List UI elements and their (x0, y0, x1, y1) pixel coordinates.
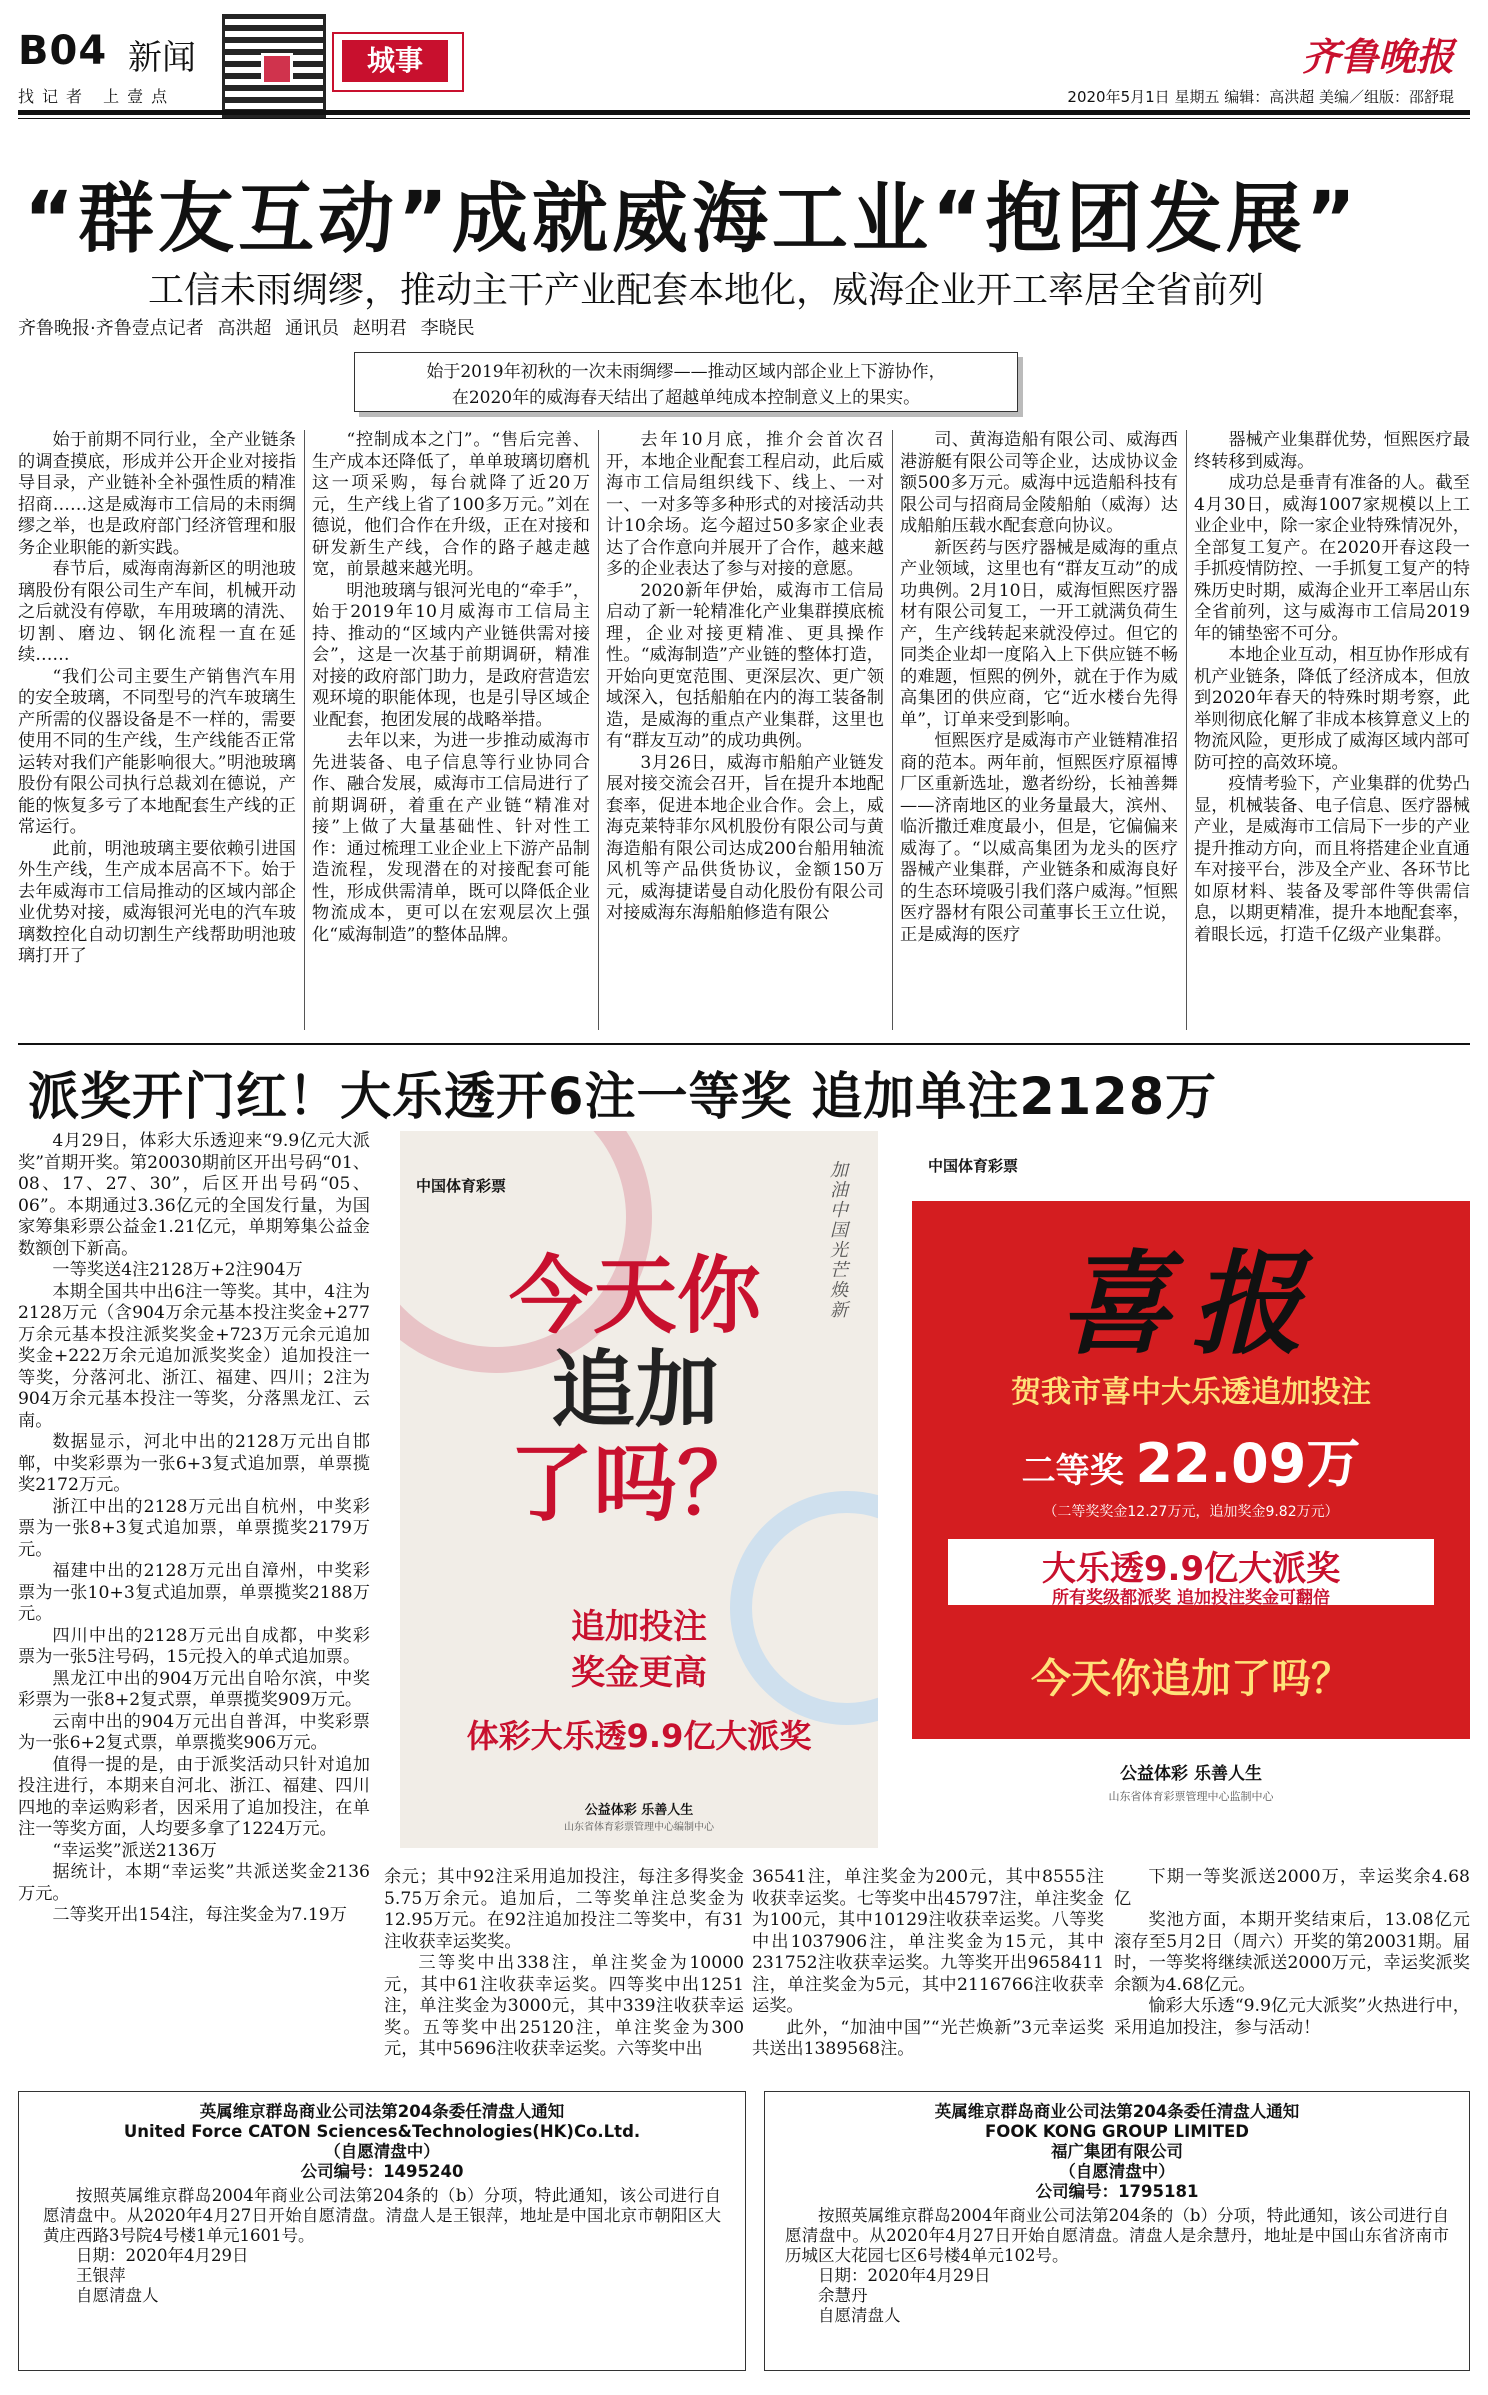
notice-company-cn: 福广集团有限公司 (1051, 2142, 1183, 2161)
paragraph: 据统计，本期“幸运奖”共派送奖金2136万元。 (18, 1862, 370, 1904)
prize-value: 22.09万 (1135, 1432, 1361, 1495)
summary-line: 在2020年的威海春天结出了超越单纯成本控制意义上的果实。 (451, 388, 921, 408)
article1-column (18, 430, 296, 1036)
article2-column (1114, 1867, 1470, 2077)
ad-side-text: 加油中国 光芒焕新 (830, 1160, 848, 1321)
column-divider (304, 430, 305, 1030)
subheading: 下期一等奖派送2000万，幸运奖余4.68亿 (1114, 1867, 1470, 1909)
header-rule (18, 110, 1470, 115)
notice-status: （自愿清盘中） (1059, 2162, 1175, 2181)
paragraph: 春节后，威海南海新区的明池玻璃股份有限公司生产车间，机械开动之后就没有停歇，车用玻璃的清洗、切割、磨边、钢化流程一直在延续…… (18, 559, 296, 665)
issue-meta: 2020年5月1日 星期五 编辑：高洪超 美编／组版：邵舒琨 (1067, 88, 1454, 106)
ad-prize (912, 1421, 1470, 1498)
ad-sub-1: 追加投注 (571, 1607, 707, 1647)
header-rule-thin (18, 118, 1470, 119)
article1-column (606, 430, 884, 1036)
paragraph: 新医药与医疗器械是威海的重点产业领域，这里也有“群友互动”的成功典例。2月10日，威海恒熙医疗器材有限公司复工，一开工就满负荷生产，生产线转起来就没停过。但它的同类企业却一度陷入上下供应链不畅的难题，恒熙的例外，就在于作为威高集团的供应商，它“近水楼台先得单”，订单来受到影响。 (900, 537, 1178, 730)
column-divider (1186, 430, 1187, 1030)
paragraph: 2020新年伊始，威海市工信局启动了新一轮精准化产业集群摸底梳理，企业对接更精准、更具操作性。“威海制造”产业链的整体打造，开始向更宽范围、更深层次、更广领域深入，包括船舶在内的海工装备制造，是威海的重点产业集群，这里也有“群友互动”的成功典例。 (606, 580, 884, 751)
article2-column (752, 1867, 1104, 2077)
column-divider (892, 430, 893, 1030)
paragraph: 4月29日，体彩大乐透迎来“9.9亿元大派奖”首期开奖。第20030期前区开出号码“01、08、17、27、30”，后区开出号码“05、06”。本期通过3.36亿元的全国发行量，为国家筹集彩票公益金1.21亿元，单期筹集公益金数额创下新高。 (18, 1131, 370, 1259)
paragraph: 成功总是垂青有准备的人。截至4月30日，威海1007家规模以上工业企业中，除一家企业特殊情况外，全部复工复产。在2020开春这段一手抓疫情防控、一手抓复工复产的特殊历史时期，威海企业开工率居山东全省前列，这与威海市工信局2019年的铺垫密不可分。 (1194, 473, 1470, 644)
campaign-sub: 所有奖级都派奖 追加投注奖金可翻倍 (1052, 1588, 1330, 1608)
newspaper-logo: 齐鲁晚报 (1301, 34, 1454, 79)
paragraph: 四川中出的2128万元出自成都，中奖彩票为一张5注号码，15元投入的单式追加票。 (18, 1625, 370, 1667)
lead-summary-box (354, 352, 1018, 412)
lottery-ad-right[interactable] (912, 1131, 1470, 1848)
lottery-ad-left[interactable] (400, 1131, 878, 1848)
slogan-line: 了吗？ (508, 1435, 761, 1533)
ad-banner: 体彩大乐透9.9亿大派奖 (466, 1717, 812, 1755)
ad-bottom-band (912, 1739, 1470, 1848)
paragraph: 福建中出的2128万元出自漳州，中奖彩票为一张10+3复式追加票，单票揽奖2188万元。 (18, 1561, 370, 1624)
article2-column (384, 1867, 744, 2077)
paragraph: 云南中出的904万元出自普洱，中奖彩票为一张6+2复式票，单票揽奖906万元。 (18, 1711, 370, 1753)
paragraph: 余元；其中92注采用追加投注，每注多得奖金5.75万余元。追加后，二等奖单注总奖金为12.95万元。在92注追加投注二等奖中，有31注收获幸运奖奖。 (384, 1867, 744, 1952)
notice-signer: 余慧丹 (818, 2286, 868, 2305)
ad-slogan: 公益体彩 乐善人生 (1120, 1764, 1262, 1784)
paragraph: 此前，明池玻璃主要依赖引进国外生产线，生产成本居高不下。始于去年威海市工信局推动的区域内部企业优势对接，威海银河光电的汽车玻璃数控化自动切割生产线帮助明池玻璃打开了 (18, 838, 296, 966)
article1-column (1194, 430, 1470, 1036)
paragraph: 去年10月底，推介会首次召开，本地企业配套工程启动，此后威海市工信局组织线下、线上、一对一、一对多等多种形式的对接活动共计10余场。迄今超过50多家企业表达了合作意向并展开了合作，越来越多的企业表达了参与对接的意愿。 (606, 430, 884, 579)
paragraph: “控制成本之门”。“售后完善、生产成本还降低了，单单玻璃切磨机这一项采购，每台就降了近20万元，生产线上省了100多万元。”刘在德说，他们合作在升级，正在对接和研发新生产线，合作的路子越走越宽，前景越来越光明。 (312, 430, 590, 579)
paragraph: 司、黄海造船有限公司、威海西港游艇有限公司等企业，达成协议金额500多万元。威海中远造船科技有限公司与招商局金陵船舶（威海）达成船舶压载水配套意向协议。 (900, 430, 1178, 536)
ad-issuer: 山东省体育彩票管理中心监制中心 (1108, 1790, 1274, 1803)
sub-headline: 工信未雨绸缪，推动主干产业配套本地化，威海企业开工率居全省前列 (148, 270, 1265, 311)
slogan-line: 今天你 (508, 1247, 761, 1345)
notice-date: 日期：2020年4月29日 (76, 2246, 249, 2265)
paragraph: 三等奖中出338注，单注奖金为10000元，其中61注收获幸运奖。四等奖中出1251注，单注奖金为3000元，其中339注收获幸运奖。五等奖中出25120注，单注奖金为300元，其中5696注收获幸运奖。六等奖中出 (384, 1953, 744, 2059)
notice-body: 按照英属维京群岛2004年商业公司法第204条的（b）分项，特此通知，该公司进行自愿清盘中。从2020年4月27日开始自愿清盘。清盘人是余慧丹，地址是中国山东省济南市历城区大花园七区6号楼4单元102号。 (785, 2206, 1449, 2265)
paragraph: 3月26日，威海市船舶产业链发展对接交流会召开，旨在提升本地配套率，促进本地企业合作。会上，威海克莱特菲尔风机股份有限公司与黄海造船有限公司达成200台船用轴流风机等产品供货协议，金额150万元，威海捷诺曼自动化股份有限公司对接威海东海船舶修造有限公 (606, 752, 884, 923)
qr-badge (261, 53, 293, 85)
paragraph: 奖池方面，本期开奖结束后，13.08亿元滚存至5月2日（周六）开奖的第20031期。届时，一等奖将继续派送2000万元，幸运奖派奖余额为4.68亿元。 (1114, 1910, 1470, 1995)
paragraph: 愉彩大乐透“9.9亿元大派奖”火热进行中，采用追加投注，参与活动！ (1114, 1996, 1470, 2038)
notice-role: 自愿清盘人 (76, 2286, 159, 2305)
ad-sub-2: 奖金更高 (571, 1653, 707, 1693)
notice-title: 英属维京群岛商业公司法第204条委任清盘人通知 (199, 2102, 565, 2121)
paragraph: 一等奖送4注2128万+2注904万 (52, 1260, 303, 1280)
paragraph: 浙江中出的2128万元出自杭州，中奖彩票为一张8+3复式追加票，单票揽奖2179万元。 (18, 1496, 370, 1560)
paragraph: “幸运奖”派送2136万 (52, 1840, 217, 1861)
header-slogan: 找记者 上壹点 (18, 87, 176, 106)
paragraph: “我们公司主要生产销售汽车用的安全玻璃，不同型号的汽车玻璃生产所需的仪器设备是不一样的，需要使用不同的生产线，生产线能否正常运转对我们产能影响很大。”明池玻璃股份有限公司执行总裁刘在德说，产能的恢复多亏了本地配套生产线的正常运行。 (18, 666, 296, 837)
ad-issuer: 山东省体育彩票管理中心编制中心 (564, 1822, 714, 1833)
article1-column (900, 430, 1178, 1036)
headline: “群友互动”成就威海工业“抱团发展” (24, 174, 1360, 263)
paragraph: 数据显示，河北中出的2128万元出自邯郸，中奖彩票为一张6+3复式追加票，单票揽奖2172万元。 (18, 1432, 370, 1495)
notice-body: 按照英属维京群岛2004年商业公司法第204条的（b）分项，特此通知，该公司进行自愿清盘中。从2020年4月27日开始自愿清盘。清盘人是王银萍，地址是中国北京市朝阳区大黄庄西路3号院4号楼1单元1601号。 (43, 2186, 721, 2245)
notice-number: 公司编号：1495240 (300, 2162, 464, 2181)
page-number: B04 (18, 28, 108, 74)
ad-big-slogan (460, 1249, 810, 1531)
notice-company: FOOK KONG GROUP LIMITED (985, 2122, 1249, 2141)
paragraph: 明池玻璃与银河光电的“牵手”，始于2019年10月威海市工信局主持、推动的“区域内产业链供需对接会”，这是一次基于前期调研，精准对接的政府部门助力，是政府营造宏观环境的职能体现，也是引导区域企业配套，抱团发展的战略举措。 (312, 580, 590, 730)
section-rule (18, 1043, 1470, 1045)
notice-title: 英属维京群岛商业公司法第204条委任清盘人通知 (934, 2102, 1300, 2121)
paragraph: 本期全国共中出6注一等奖。其中，4注为2128万元（含904万余元基本投注奖金+277万余元基本投注派奖奖金+723万元余元追加奖金+222万余元追加派奖奖金）追加投注一等奖，分落河北、浙江、福建、四川；2注为904万余元基本投注一等奖，分落黑龙江、云南。 (18, 1281, 370, 1431)
paragraph: 二等奖开出154注，每注奖金为7.19万 (52, 1905, 347, 1925)
summary-line: 始于2019年初秋的一次未雨绸缪——推动区域内部企业上下游协作， (426, 362, 946, 382)
byline: 齐鲁晚报·齐鲁壹点记者 高洪超 通讯员 赵明君 李晓民 (18, 318, 475, 339)
paragraph: 值得一提的是，由于派奖活动只针对追加投注进行，本期来自河北、浙江、福建、四川四地的幸运购彩者，因采用了追加投注，在单注一等奖方面，人均要多拿了1224万元。 (18, 1754, 370, 1839)
paragraph: 去年以来，为进一步推动威海市先进装备、电子信息等行业协同合作、融合发展，威海市工信局进行了前期调研，着重在产业链“精准对接”上做了大量基础性、针对性工作：通过梳理工业企业上下游产品制造流程，发现潜在的对接配套可能性，形成供需清单，既可以降低企业物流成本，更可以在宏观层次上强化“威海制造”的整体品牌。 (312, 731, 590, 945)
paragraph: 始于前期不同行业，全产业链条的调查摸底，形成并公开企业对接指导目录，产业链补全补强性质的精准招商……这是威海市工信局的未雨绸缪之举，也是政府部门经济管理和服务企业职能的新实践。 (18, 430, 296, 558)
campaign-title: 大乐透9.9亿大派奖 (1041, 1549, 1341, 1589)
ad-line1: 贺我市喜中大乐透追加投注 (1011, 1375, 1371, 1410)
notice-signer: 王银萍 (76, 2266, 126, 2285)
column-tag: 城事 (342, 40, 448, 82)
prize-detail: （二等奖奖金12.27万元，追加奖金9.82万元） (1043, 1504, 1339, 1520)
paragraph: 36541注，单注奖金为200元，其中8555注收获幸运奖。七等奖中出45797注，单注奖金为100元，其中10129注收获幸运奖。八等奖中出1037906注，单注奖金为15元，其中231752注收获幸运奖。九等奖开出9658411注，单注奖金为5元，其中2116766注收获幸运奖。 (752, 1867, 1104, 2016)
notice-status: （自愿清盘中） (324, 2142, 440, 2161)
section-name: 新闻 (128, 38, 196, 78)
notice-date: 日期：2020年4月29日 (818, 2266, 991, 2285)
liquidation-notice (18, 2091, 746, 2371)
article2-column (18, 1131, 370, 2075)
ad-headline: 喜报 (1059, 1239, 1323, 1370)
notice-company: United Force CATON Sciences&Technologies(HK)Co.Ltd. (123, 2122, 641, 2141)
notice-role: 自愿清盘人 (818, 2306, 901, 2325)
paragraph: 疫情考验下，产业集群的优势凸显，机械装备、电子信息、医疗器械产业，是威海市工信局下一步的产业提升推动方向，而且将搭建企业直通车对接平台，涉及全产业、各环节比如原材料、装备及零部件等供需信息，以期更精准，提升本地配套率，着眼长远，打造千亿级产业集群。 (1194, 774, 1470, 945)
paragraph: 器械产业集群优势，恒熙医疗最终转移到威海。 (1194, 430, 1470, 472)
paragraph: 此外，“加油中国”“光芒焕新”3元幸运奖共送出1389568注。 (752, 2017, 1104, 2059)
ad-slogan: 公益体彩 乐善人生 (584, 1803, 694, 1818)
notice-number: 公司编号：1795181 (1035, 2182, 1199, 2201)
ad-footer (400, 1799, 878, 1833)
column-divider (598, 430, 599, 1030)
paragraph: 恒熙医疗是威海市产业链精准招商的范本。两年前，恒熙医疗原福博厂区重新选址，邀者纷纷，长袖善舞——济南地区的业务量最大，滨州、临沂撒迁难度最小，但是，它偏偏来威海了。“以威高集团为龙头的医疗器械产业集群，产业链条和威海良好的生态环境吸引我们落户威海。”恒熙医疗器材有限公司董事长王立仕说，正是威海的医疗 (900, 731, 1178, 945)
article1-column (312, 430, 590, 1036)
ad-question: 今天你追加了吗？ (1031, 1656, 1351, 1702)
prize-label: 二等奖 (1021, 1451, 1124, 1491)
slogan-line: 追加 (550, 1341, 719, 1439)
brand-logo: 中国体育彩票 (928, 1157, 1019, 1175)
headline-2: 派奖开门红！大乐透开6注一等奖 追加单注2128万 (28, 1068, 1218, 1127)
paragraph: 黑龙江中出的904万元出自哈尔滨，中奖彩票为一张8+2复式票，单票揽奖909万元。 (18, 1668, 370, 1710)
paragraph: 本地企业互动，相互协作形成有机产业链条，降低了经济成本，但放到2020年春天的特殊时期考察，此举则彻底化解了非成本核算意义上的物流风险，更形成了威海区域内部可防可控的高效环境。 (1194, 645, 1470, 773)
qr-code-icon[interactable] (222, 14, 326, 118)
brand-logo: 中国体育彩票 (416, 1177, 507, 1195)
liquidation-notice (764, 2091, 1470, 2371)
